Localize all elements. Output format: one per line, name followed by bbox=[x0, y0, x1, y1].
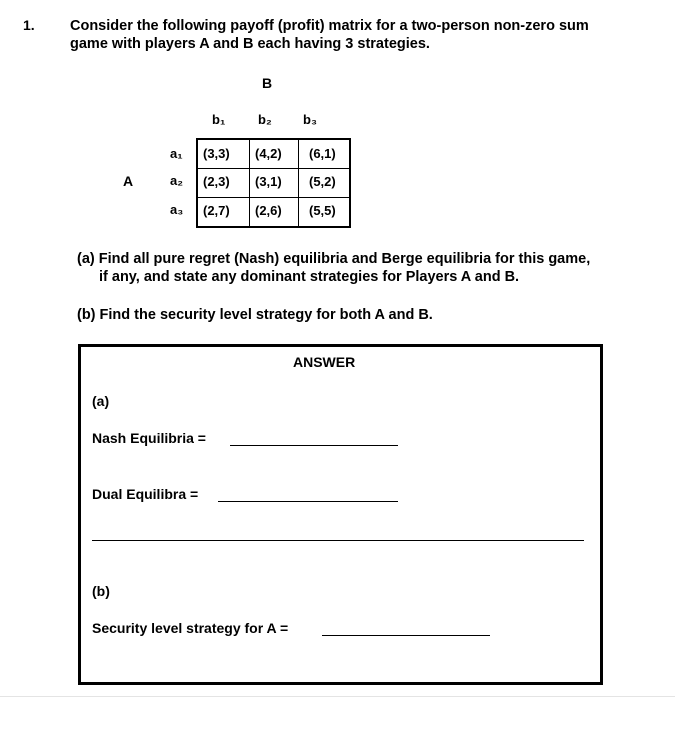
part-b-question: (b) Find the security level strategy for both A and B. bbox=[77, 307, 433, 323]
answer-title: ANSWER bbox=[293, 354, 356, 370]
nash-equilibria-label: Nash Equilibria = bbox=[92, 430, 206, 446]
matrix-cell-a3-b3: (5,5) bbox=[309, 203, 336, 218]
matrix-cell-a2-b3: (5,2) bbox=[309, 174, 336, 189]
question-intro-line-2: game with players A and B each having 3 strategies. bbox=[70, 36, 430, 52]
row-header-a1: a₁ bbox=[170, 146, 183, 161]
matrix-cell-a2-b2: (3,1) bbox=[255, 174, 282, 189]
column-header-b1: b₁ bbox=[212, 112, 226, 127]
row-header-a3: a₃ bbox=[170, 202, 184, 217]
part-a-line-2: if any, and state any dominant strategies for Players A and B. bbox=[99, 269, 520, 285]
matrix-divider bbox=[298, 140, 299, 226]
column-header-b3: b₃ bbox=[303, 112, 317, 127]
matrix-divider bbox=[198, 197, 349, 198]
answer-part-b-label: (b) bbox=[92, 583, 110, 599]
matrix-cell-a1-b1: (3,3) bbox=[203, 146, 230, 161]
payoff-matrix bbox=[196, 138, 351, 228]
matrix-cell-a2-b1: (2,3) bbox=[203, 174, 230, 189]
question-number: 1. bbox=[23, 17, 35, 33]
security-level-blank[interactable] bbox=[322, 635, 490, 636]
matrix-cell-a3-b1: (2,7) bbox=[203, 203, 230, 218]
player-a-label: A bbox=[123, 173, 134, 189]
nash-equilibria-blank[interactable] bbox=[230, 445, 398, 446]
question-intro bbox=[70, 17, 589, 53]
answer-part-a-label: (a) bbox=[92, 393, 110, 409]
column-header-b2: b₂ bbox=[258, 112, 272, 127]
part-a-question bbox=[77, 250, 590, 286]
row-header-a2: a₂ bbox=[170, 173, 184, 188]
page-divider bbox=[0, 696, 675, 697]
matrix-cell-a3-b2: (2,6) bbox=[255, 203, 282, 218]
player-b-label: B bbox=[262, 75, 273, 91]
dual-equilibria-label: Dual Equilibra = bbox=[92, 486, 199, 502]
additional-answer-blank[interactable] bbox=[92, 540, 584, 541]
part-a-line-1: (a) Find all pure regret (Nash) equilibria and Berge equilibria for this game, bbox=[77, 251, 591, 267]
matrix-cell-a1-b3: (6,1) bbox=[309, 146, 336, 161]
question-intro-line-1: Consider the following payoff (profit) matrix for a two-person non-zero sum bbox=[70, 18, 589, 34]
matrix-cell-a1-b2: (4,2) bbox=[255, 146, 282, 161]
dual-equilibria-blank[interactable] bbox=[218, 501, 398, 502]
matrix-divider bbox=[249, 140, 250, 226]
security-level-label: Security level strategy for A = bbox=[92, 620, 289, 636]
matrix-divider bbox=[198, 168, 349, 169]
